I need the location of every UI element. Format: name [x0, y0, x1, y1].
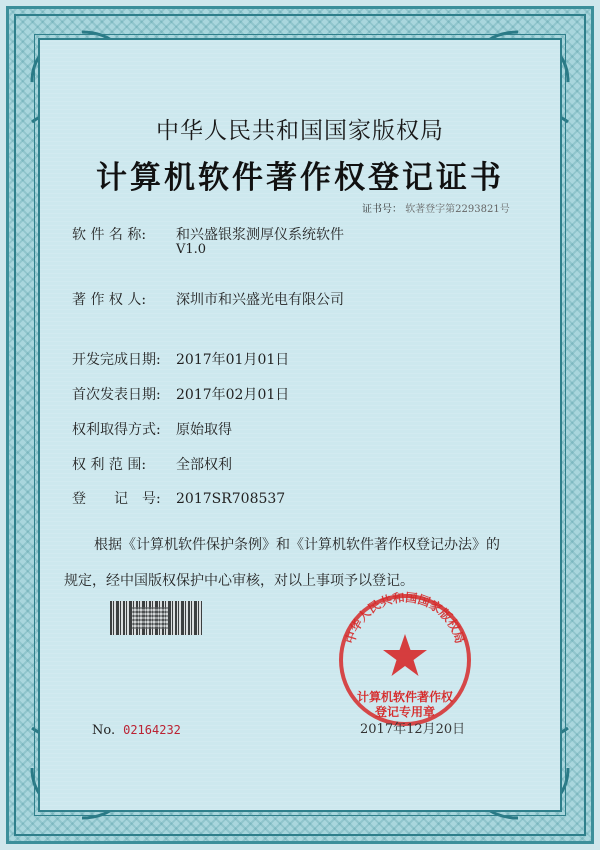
- seal-arc-text: 中华人民共和国国家版权局: [342, 590, 468, 646]
- field-label: 首次发表日期:: [72, 387, 161, 403]
- seal-line-1: 计算机软件著作权: [356, 690, 453, 704]
- field-label: 权利取得方式:: [72, 422, 161, 438]
- certificate-number-value: 软著登字第2293821号: [405, 204, 510, 215]
- certificate-number: [362, 200, 510, 215]
- software-version: V1.0: [176, 242, 207, 257]
- certificate-title: 计算机软件著作权登记证书: [96, 160, 504, 196]
- field-value: 2017年01月01日: [176, 352, 290, 368]
- field-acquisition-method: [72, 419, 232, 439]
- field-value: 2017SR708537: [176, 491, 286, 507]
- seal-line-2: 登记专用章: [374, 705, 435, 719]
- field-copyright-owner: [72, 289, 344, 309]
- barcode-icon: [110, 601, 202, 635]
- field-value: 原始取得: [176, 422, 232, 438]
- serial-label: No.: [92, 723, 116, 738]
- field-software-name: [72, 224, 344, 244]
- field-value: 深圳市和兴盛光电有限公司: [176, 292, 344, 308]
- issue-date: 2017年12月20日: [360, 722, 466, 737]
- serial-number: [92, 723, 181, 738]
- field-publication-date: [72, 384, 289, 404]
- statement-line-2: 规定，经中国版权保护中心审核，对以上事项予以登记。: [64, 573, 414, 589]
- field-value: 全部权利: [176, 457, 232, 473]
- field-label: 开发完成日期:: [72, 352, 161, 368]
- field-value: 2017年02月01日: [176, 387, 290, 403]
- field-label: 软 件 名 称:: [72, 227, 147, 243]
- statement-line-1: 根据《计算机软件保护条例》和《计算机软件著作权登记办法》的: [94, 537, 500, 553]
- field-label: 权 利 范 围:: [72, 457, 147, 473]
- certificate-number-label: 证书号：: [362, 204, 402, 215]
- field-completion-date: [72, 349, 289, 369]
- field-label: 著 作 权 人:: [72, 292, 147, 308]
- serial-value: 02164232: [123, 723, 181, 737]
- field-registration-number: [72, 488, 285, 508]
- field-value: 和兴盛银浆测厚仪系统软件: [176, 227, 344, 243]
- field-rights-scope: [72, 454, 232, 474]
- field-label: 登 记 号:: [72, 491, 161, 507]
- issuer-title: 中华人民共和国国家版权局: [156, 118, 444, 144]
